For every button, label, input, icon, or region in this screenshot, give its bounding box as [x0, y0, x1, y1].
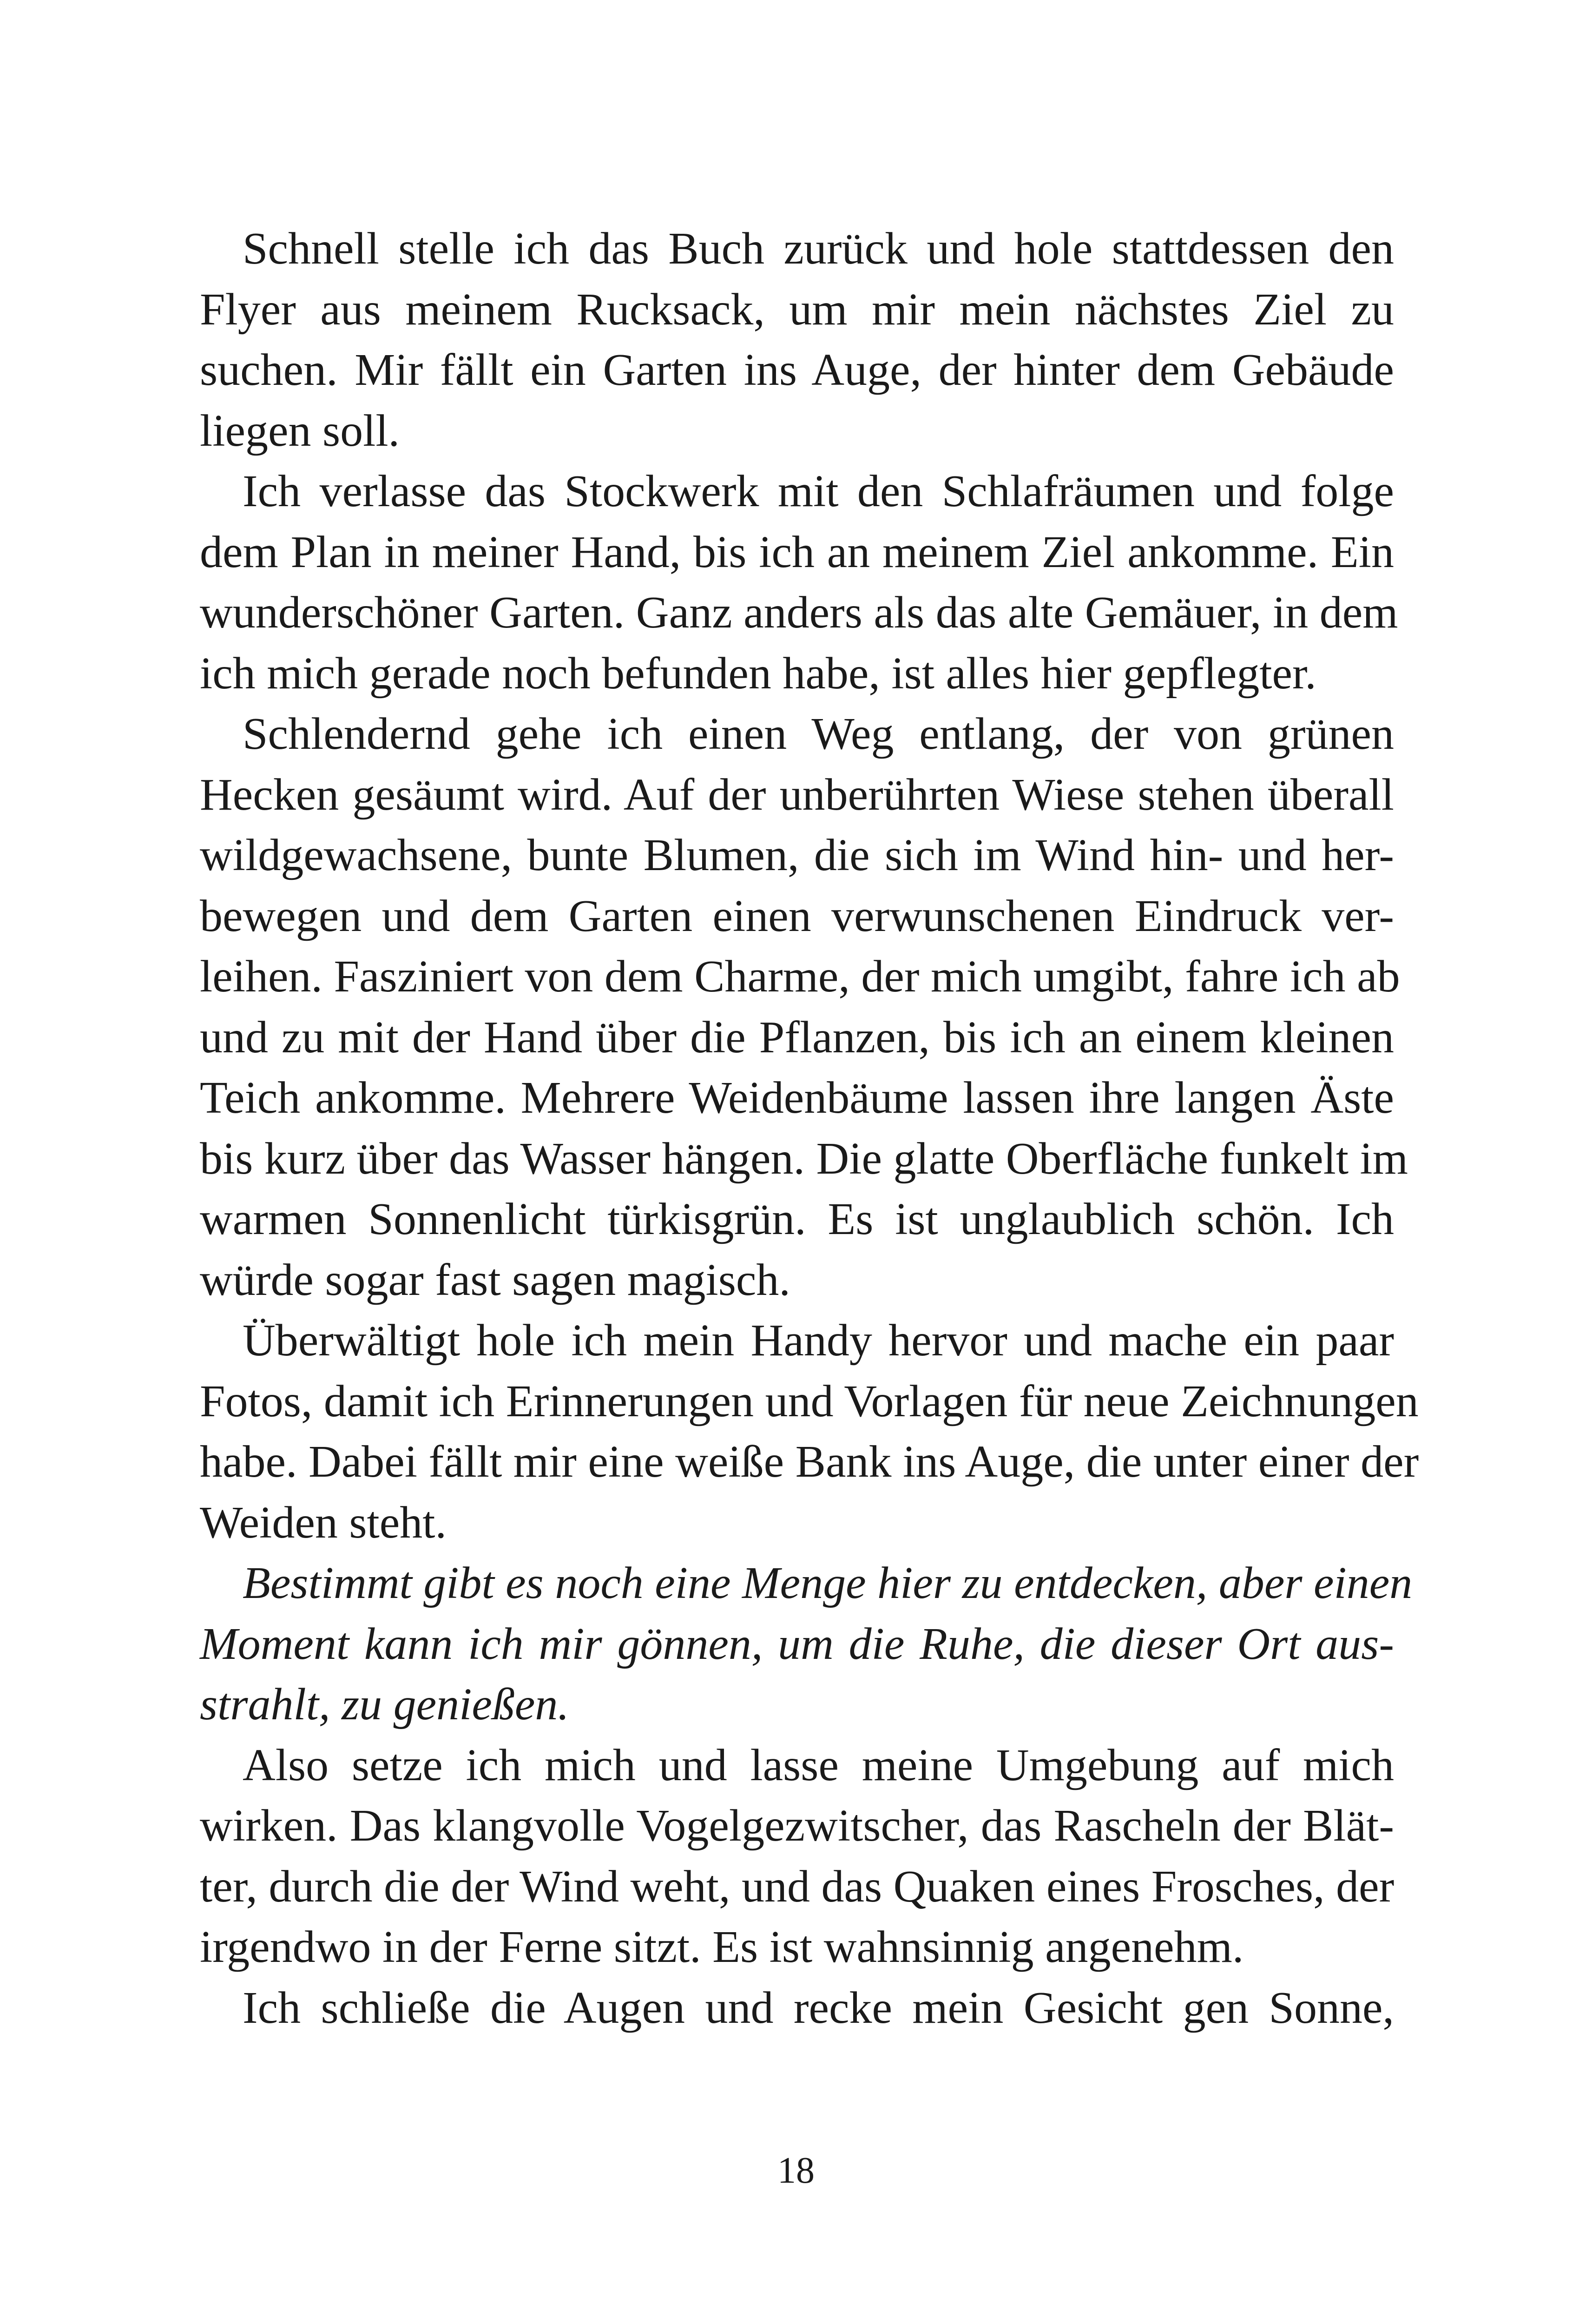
text-line: Fotos, damit ich Erinnerungen und Vorlagen für neue Zeichnungen	[200, 1376, 1419, 1426]
text-line: ich mich gerade noch befunden habe, ist alles hier gepflegter.	[200, 648, 1316, 699]
text-line: Moment kann ich mir gönnen, um die Ruhe, die dieser Ort aus-	[200, 1618, 1394, 1669]
page-number: 18	[777, 2150, 815, 2191]
text-line: Also setze ich mich und lasse meine Umgebung auf mich	[243, 1740, 1394, 1790]
text-line: wildgewachsene, bunte Blumen, die sich im Wind hin- und her-	[200, 830, 1394, 880]
text-line: und zu mit der Hand über die Pflanzen, bis ich an einem kleinen	[200, 1012, 1394, 1063]
body-text	[200, 218, 1419, 2038]
text-line: Schlendernd gehe ich einen Weg entlang, der von grünen	[243, 709, 1394, 759]
text-line: Ich verlasse das Stockwerk mit den Schlafräumen und folge	[243, 466, 1394, 516]
text-line: Hecken gesäumt wird. Auf der unberührten Wiese stehen überall	[200, 769, 1394, 820]
text-line: Schnell stelle ich das Buch zurück und hole stattdessen den	[243, 224, 1394, 274]
text-line: leihen. Fasziniert von dem Charme, der mich umgibt, fahre ich ab	[200, 951, 1400, 1002]
text-line: habe. Dabei fällt mir eine weiße Bank ins Auge, die unter einer der	[200, 1437, 1419, 1487]
text-line: dem Plan in meiner Hand, bis ich an meinem Ziel ankomme. Ein	[200, 527, 1394, 577]
text-line: liegen soll.	[200, 405, 400, 456]
text-line: ter, durch die der Wind weht, und das Quaken eines Frosches, der	[200, 1861, 1395, 1912]
text-line: Teich ankomme. Mehrere Weidenbäume lassen ihre langen Äste	[200, 1073, 1394, 1123]
text-line: Weiden steht.	[200, 1497, 447, 1548]
text-line: Überwältigt hole ich mein Handy hervor und mache ein paar	[243, 1315, 1394, 1366]
text-line: irgendwo in der Ferne sitzt. Es ist wahnsinnig angenehm.	[200, 1922, 1244, 1972]
text-line: warmen Sonnenlicht türkisgrün. Es ist unglaublich schön. Ich	[200, 1194, 1394, 1244]
text-line: würde sogar fast sagen magisch.	[200, 1254, 790, 1305]
text-line: bewegen und dem Garten einen verwunschenen Eindruck ver-	[200, 891, 1394, 941]
text-line: bis kurz über das Wasser hängen. Die glatte Oberfläche funkelt im	[200, 1133, 1408, 1184]
text-line: suchen. Mir fällt ein Garten ins Auge, der hinter dem Gebäude	[200, 345, 1394, 395]
text-line: Bestimmt gibt es noch eine Menge hier zu entdecken, aber einen	[243, 1558, 1413, 1608]
text-line: strahlt, zu genießen.	[200, 1679, 569, 1730]
text-line: Ich schließe die Augen und recke mein Gesicht gen Sonne,	[243, 1982, 1394, 2033]
text-line: wunderschöner Garten. Ganz anders als das alte Gemäuer, in dem	[200, 588, 1398, 638]
text-line: Flyer aus meinem Rucksack, um mir mein nächstes Ziel zu	[200, 284, 1394, 335]
text-line: wirken. Das klangvolle Vogelgezwitscher, das Rascheln der Blät-	[200, 1801, 1394, 1851]
